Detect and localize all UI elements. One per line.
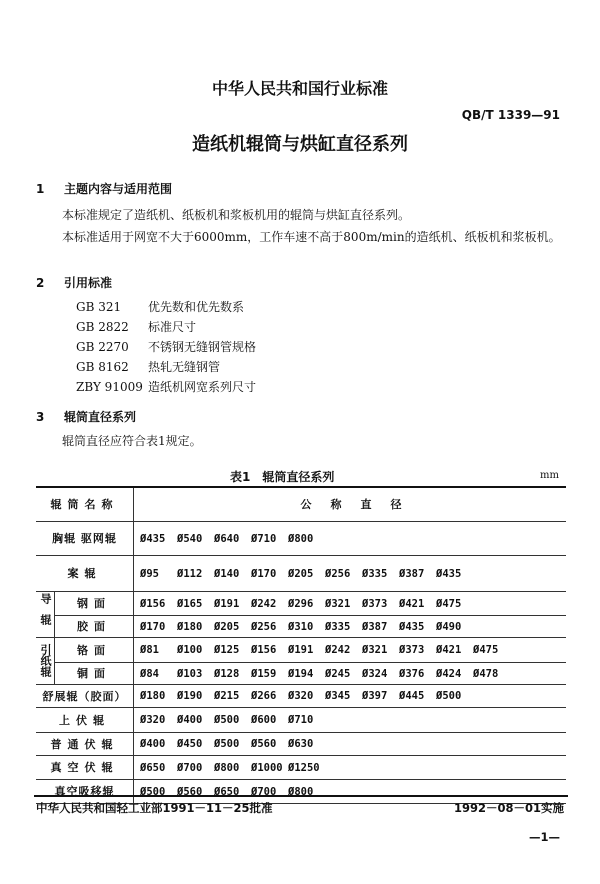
table-row bbox=[36, 591, 566, 615]
diameter-value: Ø560 bbox=[177, 785, 203, 798]
row-name: 胸辊 驱网辊 bbox=[36, 521, 134, 555]
diameter-value: Ø128 bbox=[214, 667, 240, 680]
paragraph: 辊筒直径应符合表1规定。 bbox=[62, 434, 202, 448]
standard-code: QB/T 1339—91 bbox=[461, 108, 560, 122]
row-name: 真空吸移辊 bbox=[36, 779, 134, 803]
diameter-value: Ø84 bbox=[140, 667, 159, 680]
row-values bbox=[134, 555, 567, 591]
row-values bbox=[134, 662, 567, 684]
page-number: —1— bbox=[528, 830, 560, 844]
diameter-value: Ø194 bbox=[288, 667, 314, 680]
table-row bbox=[36, 521, 566, 555]
diameter-value: Ø205 bbox=[214, 620, 240, 633]
diameter-value: Ø387 bbox=[399, 567, 425, 580]
diameter-value: Ø397 bbox=[362, 690, 388, 702]
diameter-value: Ø345 bbox=[325, 690, 351, 702]
section-2-heading bbox=[36, 274, 112, 291]
reference-title: 优先数和优先数系 bbox=[148, 300, 245, 314]
row-values bbox=[134, 615, 567, 637]
diameter-value: Ø435 bbox=[436, 567, 462, 580]
diameter-value: Ø310 bbox=[288, 620, 314, 633]
diameter-value: Ø156 bbox=[140, 597, 166, 610]
diameter-value: Ø373 bbox=[399, 644, 425, 656]
diameter-value: Ø710 bbox=[251, 532, 277, 545]
diameter-value: Ø1250 bbox=[288, 761, 320, 774]
diameter-value: Ø125 bbox=[214, 644, 240, 656]
footer-rule bbox=[34, 795, 568, 797]
row-values bbox=[134, 591, 567, 615]
section-1-heading bbox=[36, 180, 172, 197]
diameter-value: Ø159 bbox=[251, 667, 277, 680]
paragraph: 本标准规定了造纸机、纸板机和浆板机用的辊筒与烘缸直径系列。 bbox=[62, 208, 411, 222]
diameter-value: Ø478 bbox=[473, 667, 499, 680]
section-title: 引用标准 bbox=[64, 276, 113, 290]
diameter-value: Ø400 bbox=[140, 738, 166, 750]
diameter-value: Ø242 bbox=[325, 644, 351, 656]
diameter-value: Ø156 bbox=[251, 644, 277, 656]
diameter-value: Ø103 bbox=[177, 667, 203, 680]
table-row bbox=[36, 637, 566, 662]
reference-code: GB 321 bbox=[76, 300, 122, 314]
table-row bbox=[36, 684, 566, 707]
diameter-value: Ø387 bbox=[362, 620, 388, 633]
row-group: 引纸辊 bbox=[36, 637, 55, 684]
section-number: 2 bbox=[36, 276, 45, 290]
diameter-value: Ø180 bbox=[177, 620, 203, 633]
standard-header: 中华人民共和国行业标准 bbox=[211, 79, 388, 98]
reference-title: 不锈钢无缝钢管规格 bbox=[148, 340, 257, 354]
row-name: 案辊 bbox=[36, 555, 134, 591]
header-name: 辊筒名称 bbox=[36, 487, 134, 521]
diameter-table bbox=[36, 486, 566, 804]
diameter-value: Ø650 bbox=[140, 761, 166, 774]
diameter-value: Ø112 bbox=[177, 567, 203, 580]
reference-title: 热轧无缝钢管 bbox=[148, 360, 221, 374]
row-name: 上伏辊 bbox=[36, 707, 134, 732]
diameter-value: Ø400 bbox=[177, 714, 203, 726]
table-row bbox=[36, 662, 566, 684]
diameter-value: Ø215 bbox=[214, 690, 240, 702]
table-row bbox=[36, 755, 566, 779]
diameter-value: Ø600 bbox=[251, 714, 277, 726]
diameter-value: Ø435 bbox=[399, 620, 425, 633]
diameter-value: Ø100 bbox=[177, 644, 203, 656]
diameter-value: Ø256 bbox=[325, 567, 351, 580]
table-caption: 表1 辊筒直径系列 bbox=[230, 470, 335, 484]
row-values bbox=[134, 521, 567, 555]
table-row bbox=[36, 732, 566, 755]
row-values bbox=[134, 755, 567, 779]
diameter-value: Ø376 bbox=[399, 667, 425, 680]
row-values bbox=[134, 707, 567, 732]
reference-item bbox=[76, 318, 196, 335]
diameter-value: Ø205 bbox=[288, 567, 314, 580]
diameter-value: Ø296 bbox=[288, 597, 314, 610]
diameter-value: Ø191 bbox=[214, 597, 240, 610]
row-name: 普通伏辊 bbox=[36, 732, 134, 755]
reference-code: GB 2270 bbox=[76, 340, 129, 354]
diameter-value: Ø445 bbox=[399, 690, 425, 702]
diameter-value: Ø165 bbox=[177, 597, 203, 610]
reference-item bbox=[76, 358, 220, 375]
reference-title: 标准尺寸 bbox=[148, 320, 197, 334]
diameter-value: Ø710 bbox=[288, 714, 314, 726]
reference-code: GB 2822 bbox=[76, 320, 129, 334]
row-name: 铬面 bbox=[55, 637, 134, 662]
diameter-value: Ø424 bbox=[436, 667, 462, 680]
reference-item bbox=[76, 338, 256, 355]
diameter-value: Ø190 bbox=[177, 690, 203, 702]
diameter-value: Ø490 bbox=[436, 620, 462, 633]
diameter-value: Ø245 bbox=[325, 667, 351, 680]
row-values bbox=[134, 732, 567, 755]
row-name: 铜面 bbox=[55, 662, 134, 684]
diameter-value: Ø421 bbox=[399, 597, 425, 610]
section-number: 3 bbox=[36, 410, 45, 424]
diameter-value: Ø81 bbox=[140, 644, 159, 656]
diameter-value: Ø450 bbox=[177, 738, 203, 750]
diameter-value: Ø800 bbox=[288, 785, 314, 798]
row-name: 胶面 bbox=[55, 615, 134, 637]
diameter-value: Ø191 bbox=[288, 644, 314, 656]
diameter-value: Ø475 bbox=[473, 644, 499, 656]
diameter-value: Ø266 bbox=[251, 690, 277, 702]
diameter-value: Ø170 bbox=[140, 620, 166, 633]
diameter-value: Ø800 bbox=[214, 761, 240, 774]
diameter-value: Ø321 bbox=[362, 644, 388, 656]
diameter-value: Ø335 bbox=[362, 567, 388, 580]
diameter-value: Ø320 bbox=[140, 714, 166, 726]
diameter-value: Ø650 bbox=[214, 785, 240, 798]
paragraph: 本标准适用于网宽不大于6000mm，工作车速不高于800m/min的造纸机、纸板机和浆板机。 bbox=[62, 230, 561, 244]
row-name: 真空伏辊 bbox=[36, 755, 134, 779]
section-number: 1 bbox=[36, 182, 45, 196]
table-unit: mm bbox=[540, 470, 559, 481]
row-name: 舒展辊（胶面） bbox=[36, 684, 134, 707]
diameter-value: Ø640 bbox=[214, 532, 240, 545]
document-title: 造纸机辊筒与烘缸直径系列 bbox=[192, 134, 408, 155]
diameter-value: Ø324 bbox=[362, 667, 388, 680]
diameter-value: Ø180 bbox=[140, 690, 166, 702]
section-title: 辊筒直径系列 bbox=[64, 410, 137, 424]
diameter-value: Ø540 bbox=[177, 532, 203, 545]
reference-title: 造纸机网宽系列尺寸 bbox=[148, 380, 257, 394]
diameter-value: Ø373 bbox=[362, 597, 388, 610]
diameter-value: Ø560 bbox=[251, 738, 277, 750]
table-row bbox=[36, 555, 566, 591]
diameter-value: Ø500 bbox=[214, 714, 240, 726]
diameter-value: Ø700 bbox=[177, 761, 203, 774]
diameter-value: Ø95 bbox=[140, 567, 159, 580]
diameter-value: Ø421 bbox=[436, 644, 462, 656]
diameter-value: Ø500 bbox=[140, 785, 166, 798]
diameter-value: Ø500 bbox=[436, 690, 462, 702]
diameter-value: Ø256 bbox=[251, 620, 277, 633]
diameter-value: Ø475 bbox=[436, 597, 462, 610]
diameter-value: Ø700 bbox=[251, 785, 277, 798]
row-values bbox=[134, 637, 567, 662]
diameter-value: Ø1000 bbox=[251, 761, 283, 774]
table-row bbox=[36, 707, 566, 732]
effective-date: 1992－08－01实施 bbox=[453, 801, 564, 815]
diameter-value: Ø242 bbox=[251, 597, 277, 610]
diameter-value: Ø335 bbox=[325, 620, 351, 633]
row-group: 导辊 bbox=[36, 591, 55, 637]
row-values bbox=[134, 684, 567, 707]
table-row bbox=[36, 615, 566, 637]
diameter-value: Ø800 bbox=[288, 532, 314, 545]
approval-date: 中华人民共和国轻工业部1991－11－25批准 bbox=[36, 801, 273, 815]
diameter-value: Ø140 bbox=[214, 567, 240, 580]
diameter-value: Ø435 bbox=[140, 532, 166, 545]
diameter-value: Ø320 bbox=[288, 690, 314, 702]
row-name: 钢面 bbox=[55, 591, 134, 615]
section-title: 主题内容与适用范围 bbox=[64, 182, 173, 196]
header-values: 公 称 直 径 bbox=[134, 487, 567, 521]
diameter-value: Ø500 bbox=[214, 738, 240, 750]
diameter-value: Ø630 bbox=[288, 738, 314, 750]
reference-item bbox=[76, 378, 256, 395]
diameter-value: Ø321 bbox=[325, 597, 351, 610]
reference-code: GB 8162 bbox=[76, 360, 129, 374]
reference-code: ZBY 91009 bbox=[76, 380, 143, 394]
section-3-heading bbox=[36, 408, 136, 425]
diameter-value: Ø170 bbox=[251, 567, 277, 580]
reference-item bbox=[76, 298, 244, 315]
